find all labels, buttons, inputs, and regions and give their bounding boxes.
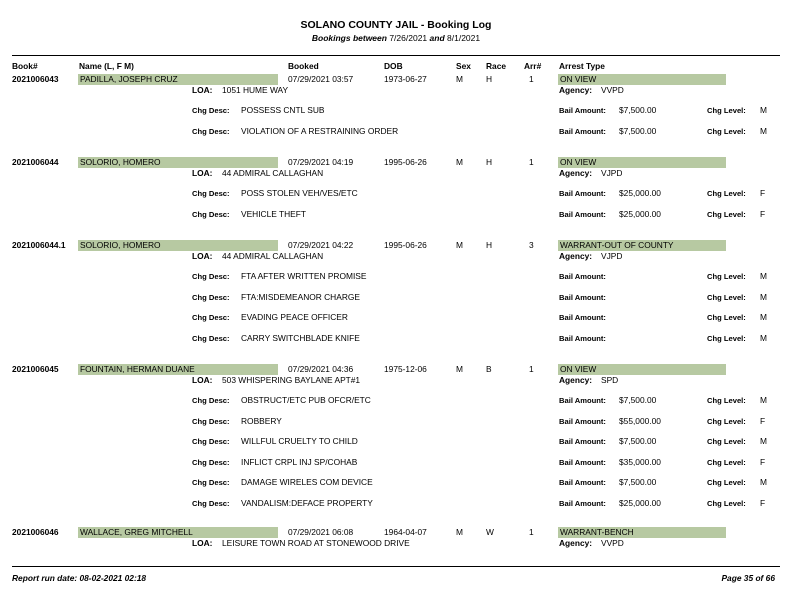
bail-amount-label: Bail Amount: [559, 396, 606, 405]
loa-value: LEISURE TOWN ROAD AT STONEWOOD DRIVE [222, 538, 410, 548]
chg-level-value: M [760, 312, 767, 323]
chg-desc-value: VEHICLE THEFT [241, 208, 306, 219]
chg-level-label: Chg Level: [707, 272, 746, 281]
bail-amount-label: Bail Amount: [559, 478, 606, 488]
chg-desc-label: Chg Desc: [192, 333, 230, 343]
subtitle-and: and [429, 33, 445, 43]
booked-datetime: 07/29/2021 03:57 [288, 74, 354, 84]
bail-amount-value: $25,000.00 [619, 498, 661, 508]
chg-desc-value: EVADING PEACE OFFICER [241, 312, 348, 323]
arrest-type: ON VIEW [560, 74, 597, 84]
bail-amount-label: Bail Amount: [559, 437, 606, 447]
chg-level-label: Chg Level: [707, 457, 746, 467]
chg-level-label: Chg Level: [707, 416, 746, 426]
sex: M [456, 527, 463, 537]
chg-desc-label: Chg Desc: [192, 396, 230, 405]
chg-desc-label: Chg Desc: [192, 292, 230, 302]
bail-amount-label: Bail Amount: [559, 333, 606, 343]
col-arr: Arr# [524, 61, 542, 71]
chg-level-label: Chg Level: [707, 292, 746, 302]
agency-label: Agency: [559, 538, 593, 548]
chg-desc-value: FTA AFTER WRITTEN PROMISE [241, 271, 367, 281]
loa-label: LOA: [192, 251, 213, 261]
bail-amount-value: $35,000.00 [619, 456, 661, 467]
date-from: 7/26/2021 [389, 33, 428, 43]
bail-amount-label: Bail Amount: [559, 106, 606, 115]
loa-value: 503 WHISPERING BAYLANE APT#1 [222, 375, 361, 385]
chg-desc-value: POSS STOLEN VEH/VES/ETC [241, 188, 358, 198]
inmate-name: PADILLA, JOSEPH CRUZ [80, 74, 178, 84]
chg-level-label: Chg Level: [707, 499, 746, 508]
chg-desc-label: Chg Desc: [192, 126, 230, 136]
chg-level-label: Chg Level: [707, 313, 746, 323]
report-title: SOLANO COUNTY JAIL - Booking Log [300, 19, 492, 31]
chg-desc-label: Chg Desc: [192, 437, 230, 447]
bail-amount-label: Bail Amount: [559, 292, 606, 302]
agency-label: Agency: [559, 375, 593, 385]
booked-datetime: 07/29/2021 04:36 [288, 364, 354, 374]
agency-value: SPD [601, 375, 619, 385]
bail-amount-value: $7,500.00 [619, 436, 657, 447]
chg-desc-value: INFLICT CRPL INJ SP/COHAB [241, 456, 358, 467]
chg-desc-value: ROBBERY [241, 415, 282, 426]
agency-value: VVPD [601, 538, 624, 548]
bail-amount-label: Bail Amount: [559, 209, 606, 219]
chg-desc-value: DAMAGE WIRELES COM DEVICE [241, 477, 373, 488]
chg-level-value: F [760, 498, 766, 508]
bail-amount-label: Bail Amount: [559, 457, 606, 467]
date-of-birth: 1995-06-26 [384, 157, 427, 167]
book-number: 2021006044.1 [12, 240, 66, 250]
chg-level-value: F [760, 456, 766, 467]
race: W [486, 527, 494, 537]
bail-amount-value: $7,500.00 [619, 477, 657, 488]
arrest-type: WARRANT-BENCH [560, 527, 634, 537]
arrest-type: ON VIEW [560, 157, 597, 167]
booked-datetime: 07/29/2021 06:08 [288, 527, 354, 537]
chg-level-value: M [760, 125, 767, 136]
bail-amount-value: $7,500.00 [619, 125, 657, 136]
chg-level-value: M [760, 291, 767, 302]
chg-desc-value: FTA:MISDEMEANOR CHARGE [241, 291, 360, 302]
arrest-type: ON VIEW [560, 364, 597, 374]
bail-amount-value: $55,000.00 [619, 415, 661, 426]
loa-value: 44 ADMIRAL CALLAGHAN [222, 251, 324, 261]
book-number: 2021006044 [12, 157, 59, 167]
chg-desc-label: Chg Desc: [192, 272, 230, 281]
col-book: Book# [12, 61, 38, 71]
chg-desc-label: Chg Desc: [192, 106, 230, 115]
col-arrest-type: Arrest Type [559, 61, 605, 71]
agency-label: Agency: [559, 168, 593, 178]
book-number: 2021006046 [12, 527, 59, 537]
date-of-birth: 1973-06-27 [384, 74, 427, 84]
booked-datetime: 07/29/2021 04:19 [288, 157, 354, 167]
bail-amount-label: Bail Amount: [559, 499, 606, 508]
chg-level-value: F [760, 415, 766, 426]
arrest-number: 1 [529, 527, 534, 537]
agency-label: Agency: [559, 251, 593, 261]
subtitle-prefix: Bookings between [311, 33, 387, 43]
chg-desc-value: POSSESS CNTL SUB [241, 105, 325, 115]
chg-desc-label: Chg Desc: [192, 478, 230, 488]
bail-amount-value: $25,000.00 [619, 188, 661, 198]
report-run-date: Report run date: 08-02-2021 02:18 [12, 573, 147, 583]
page-number: Page 35 of 66 [721, 573, 775, 583]
date-of-birth: 1964-04-07 [384, 527, 427, 537]
date-of-birth: 1975-12-06 [384, 364, 427, 374]
chg-level-label: Chg Level: [707, 478, 746, 488]
race: H [486, 157, 493, 167]
col-name: Name (L, F M) [79, 61, 134, 71]
chg-level-label: Chg Level: [707, 189, 746, 198]
col-sex: Sex [456, 61, 471, 71]
bail-amount-label: Bail Amount: [559, 126, 606, 136]
bail-amount-label: Bail Amount: [559, 272, 606, 281]
chg-level-value: M [760, 271, 767, 281]
col-dob: DOB [384, 61, 403, 71]
loa-label: LOA: [192, 85, 213, 95]
chg-level-value: M [760, 395, 767, 405]
date-of-birth: 1995-06-26 [384, 240, 427, 250]
bail-amount-value: $7,500.00 [619, 395, 657, 405]
sex: M [456, 157, 463, 167]
col-race: Race [486, 61, 507, 71]
arrest-number: 1 [529, 157, 534, 167]
chg-level-value: M [760, 105, 767, 115]
chg-level-label: Chg Level: [707, 333, 746, 343]
report-subtitle [0, 33, 792, 43]
arrest-number: 1 [529, 74, 534, 84]
inmate-name: SOLORIO, HOMERO [80, 240, 161, 250]
bail-amount-label: Bail Amount: [559, 313, 606, 323]
chg-desc-value: VIOLATION OF A RESTRAINING ORDER [241, 125, 399, 136]
col-booked: Booked [288, 61, 319, 71]
bail-amount-label: Bail Amount: [559, 189, 606, 198]
chg-level-label: Chg Level: [707, 396, 746, 405]
date-to: 8/1/2021 [447, 33, 481, 43]
chg-desc-value: VANDALISM:DEFACE PROPERTY [241, 498, 373, 508]
chg-desc-value: WILLFUL CRUELTY TO CHILD [241, 436, 358, 447]
header-rule-top [12, 55, 780, 56]
agency-label: Agency: [559, 85, 593, 95]
loa-label: LOA: [192, 168, 213, 178]
chg-level-value: M [760, 477, 767, 488]
loa-value: 1051 HUME WAY [222, 85, 289, 95]
inmate-name: SOLORIO, HOMERO [80, 157, 161, 167]
bail-amount-label: Bail Amount: [559, 416, 606, 426]
bail-amount-value: $25,000.00 [619, 208, 661, 219]
chg-level-value: F [760, 208, 766, 219]
book-number: 2021006045 [12, 364, 59, 374]
chg-level-value: M [760, 332, 767, 343]
chg-desc-label: Chg Desc: [192, 209, 230, 219]
chg-level-label: Chg Level: [707, 126, 746, 136]
chg-level-label: Chg Level: [707, 106, 746, 115]
agency-value: VJPD [601, 251, 623, 261]
inmate-name: WALLACE, GREG MITCHELL [80, 527, 193, 537]
inmate-name: FOUNTAIN, HERMAN DUANE [80, 364, 195, 374]
chg-desc-label: Chg Desc: [192, 416, 230, 426]
chg-desc-value: CARRY SWITCHBLADE KNIFE [241, 332, 360, 343]
race: B [486, 364, 492, 374]
chg-desc-label: Chg Desc: [192, 499, 230, 508]
booked-datetime: 07/29/2021 04:22 [288, 240, 354, 250]
loa-label: LOA: [192, 538, 213, 548]
chg-desc-label: Chg Desc: [192, 457, 230, 467]
bail-amount-value: $7,500.00 [619, 105, 657, 115]
sex: M [456, 364, 463, 374]
chg-level-value: F [760, 188, 766, 198]
race: H [486, 74, 493, 84]
chg-level-label: Chg Level: [707, 209, 746, 219]
arrest-type: WARRANT-OUT OF COUNTY [560, 240, 674, 250]
race: H [486, 240, 493, 250]
agency-value: VVPD [601, 85, 624, 95]
arrest-number: 1 [529, 364, 534, 374]
agency-value: VJPD [601, 168, 623, 178]
sex: M [456, 74, 463, 84]
chg-desc-label: Chg Desc: [192, 189, 230, 198]
sex: M [456, 240, 463, 250]
loa-label: LOA: [192, 375, 213, 385]
arrest-number: 3 [529, 240, 534, 250]
loa-value: 44 ADMIRAL CALLAGHAN [222, 168, 324, 178]
chg-desc-value: OBSTRUCT/ETC PUB OFCR/ETC [241, 395, 371, 405]
footer-rule [12, 566, 780, 567]
chg-desc-label: Chg Desc: [192, 313, 230, 323]
book-number: 2021006043 [12, 74, 59, 84]
chg-level-value: M [760, 436, 767, 447]
chg-level-label: Chg Level: [707, 437, 746, 447]
